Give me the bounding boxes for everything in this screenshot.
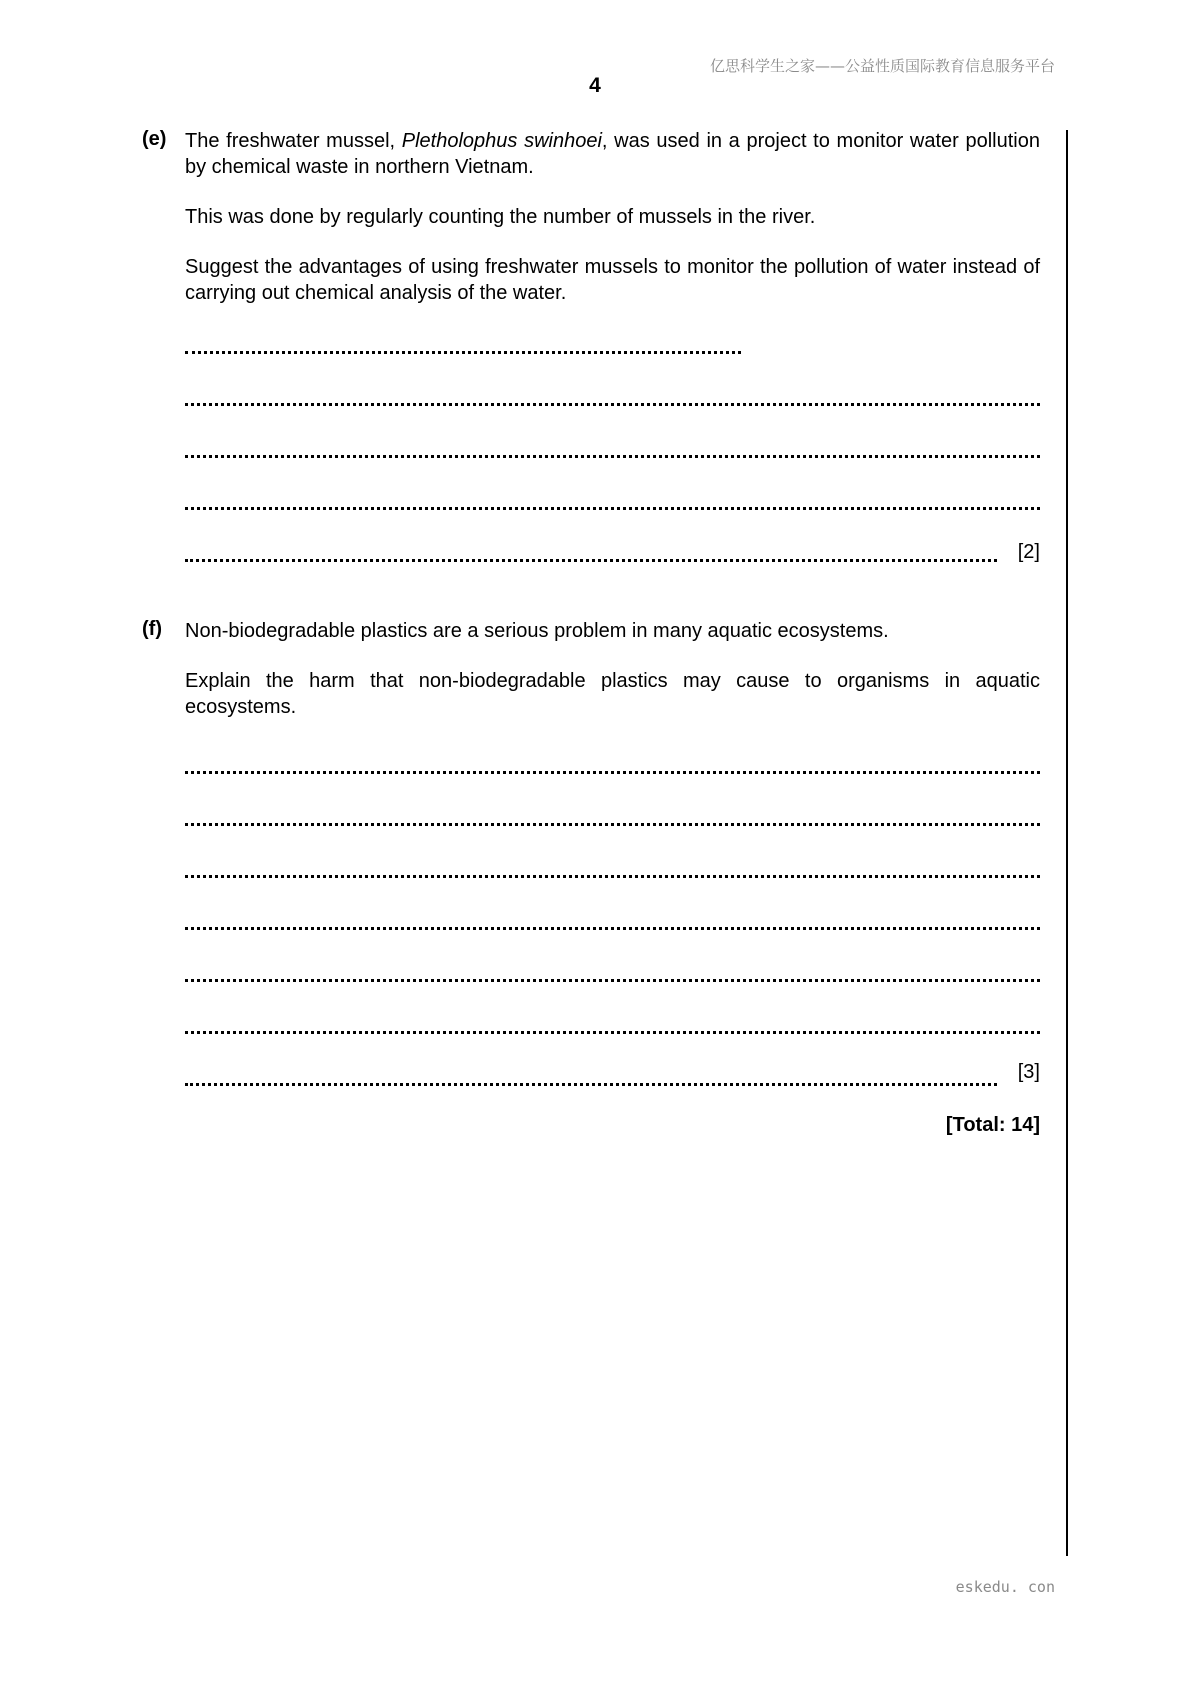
mark-e: [2] xyxy=(1017,541,1040,563)
answer-line-e-5[interactable] xyxy=(185,559,997,562)
species-name: Pletholophus swinhoei xyxy=(401,130,602,152)
part-e-body xyxy=(185,128,1040,306)
part-e-question: Suggest the advantages of using freshwater mussels to monitor the pollution of water instead of carrying out chemical analysis of the water. xyxy=(185,256,1040,304)
question-total: [Total: 14] xyxy=(945,1114,1040,1136)
answer-line-f-7[interactable] xyxy=(185,1083,997,1086)
answer-line-f-4[interactable] xyxy=(185,927,1040,930)
answer-line-f-3[interactable] xyxy=(185,875,1040,878)
part-e-intro: The freshwater mussel, Pletholophus swinhoei, was used in a project to monitor water pollution by chemical waste in northern Vietnam. xyxy=(185,130,1040,178)
margin-rule xyxy=(1066,130,1068,1556)
part-f-label: (f) xyxy=(142,618,162,640)
answer-line-e-4[interactable] xyxy=(185,507,1040,510)
part-e-method: This was done by regularly counting the number of mussels in the river. xyxy=(185,206,816,228)
answer-line-f-6[interactable] xyxy=(185,1031,1040,1034)
mark-f: [3] xyxy=(1017,1061,1040,1083)
question-part-f xyxy=(142,618,1040,1138)
answer-line-f-2[interactable] xyxy=(185,823,1040,826)
answer-line-f-5[interactable] xyxy=(185,979,1040,982)
answer-line-e-2[interactable] xyxy=(185,403,1040,406)
part-f-body xyxy=(185,618,1040,720)
question-part-e xyxy=(142,128,1040,568)
answer-line-e-1[interactable] xyxy=(185,351,741,354)
footer-watermark: eskedu. con xyxy=(955,1578,1055,1596)
part-e-label: (e) xyxy=(142,128,167,150)
part-f-statement: Non-biodegradable plastics are a serious problem in many aquatic ecosystems. xyxy=(185,620,889,642)
answer-line-e-3[interactable] xyxy=(185,455,1040,458)
header-watermark: 亿思科学生之家——公益性质国际教育信息服务平台 xyxy=(709,57,1055,75)
part-f-question: Explain the harm that non-biodegradable plastics may cause to organisms in aquatic ecosystems. xyxy=(185,670,1040,718)
answer-line-f-1[interactable] xyxy=(185,771,1040,774)
page-number: 4 xyxy=(589,74,601,97)
